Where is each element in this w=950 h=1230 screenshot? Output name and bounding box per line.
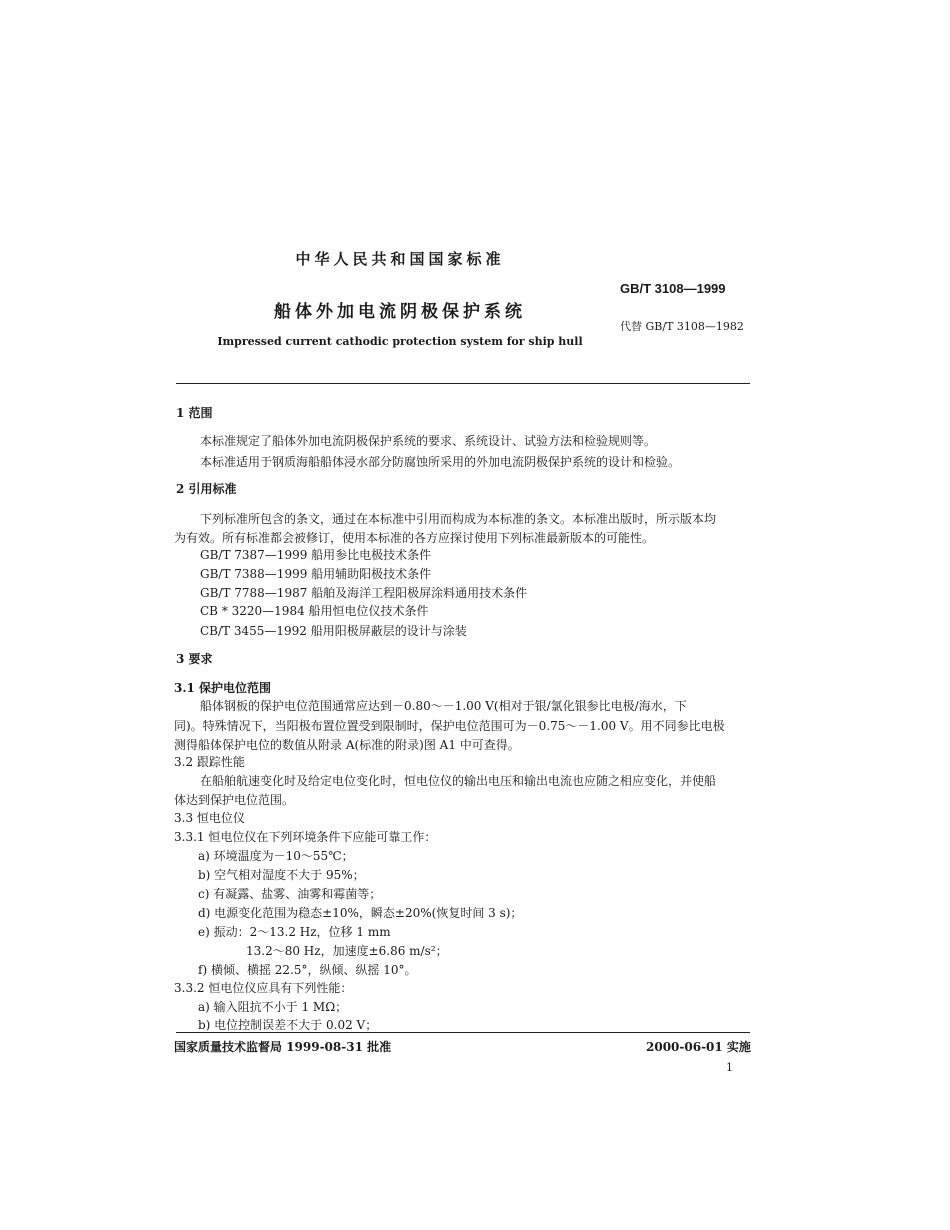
section-3-1-heading: 3.1 保护电位范围 [174,681,272,695]
list-item: d) 电源变化范围为稳态±10%，瞬态±20%(恢复时间 3 s)； [198,906,523,920]
reference-item: CB/T 3455—1992 船用阳极屏蔽层的设计与涂装 [200,624,467,638]
section-3-1-text-line-2: 同)。特殊情况下，当阳极布置位置受到限制时，保护电位范围可为－0.75～－1.00 V。用不同参比电极 [174,719,725,733]
section-3-2-text-line-2: 体达到保护电位范围。 [174,793,295,807]
list-item: 13.2～80 Hz，加速度±6.86 m/s²； [246,944,448,958]
list-item: e) 振动：2～13.2 Hz，位移 1 mm [198,925,391,939]
section-2-paragraph-line-2: 为有效。所有标准都会被修订，使用本标准的各方应探讨使用下列标准最新版本的可能性。 [174,531,655,545]
section-3-3-2-heading: 3.3.2 恒电位仪应具有下列性能： [174,981,353,995]
header-divider [176,383,750,384]
list-item: a) 输入阻抗不小于 1 MΩ； [198,1000,348,1014]
section-3-1-text-line-3: 测得船体保护电位的数值从附录 A(标准的附录)图 A1 中可查得。 [174,738,520,752]
section-3-heading: 3 要求 [176,652,213,666]
section-3-3-1-heading: 3.3.1 恒电位仪在下列环境条件下应能可靠工作： [174,830,437,844]
reference-item: CB * 3220—1984 船用恒电位仪技术条件 [200,604,429,618]
list-item: b) 空气相对湿度不大于 95%； [198,868,365,882]
national-standard-heading: 中华人民共和国国家标准 [295,250,505,268]
section-2-heading: 2 引用标准 [176,482,237,496]
section-3-1-text-line-1: 船体钢板的保护电位范围通常应达到－0.80～－1.00 V(相对于银/氯化银参比电极/海水，下 [200,699,687,713]
section-3-3-heading: 3.3 恒电位仪 [174,811,245,825]
replaces-note: 代替 GB/T 3108—1982 [620,320,744,333]
issued-date: 国家质量技术监督局 1999-08-31 批准 [174,1040,392,1054]
standard-number: GB/T 3108—1999 [620,281,726,296]
section-1-paragraph-1: 本标准规定了船体外加电流阴极保护系统的要求、系统设计、试验方法和检验规则等。 [200,434,657,448]
document-title: 船体外加电流阴极保护系统 [274,302,526,322]
reference-item: GB/T 7788—1987 船舶及海洋工程阳极屏涂料通用技术条件 [200,586,528,600]
footer-divider [176,1032,750,1033]
list-item: a) 环境温度为－10～55℃； [198,849,354,863]
list-item: b) 电位控制误差不大于 0.02 V； [198,1018,378,1032]
section-3-2-heading: 3.2 跟踪性能 [174,755,245,769]
effective-date: 2000-06-01 实施 [646,1040,751,1054]
section-1-heading: 1 范围 [176,406,213,420]
reference-item: GB/T 7388—1999 船用辅助阳极技术条件 [200,567,432,581]
list-item: f) 横倾、横摇 22.5°，纵倾、纵摇 10°。 [198,963,417,977]
reference-item: GB/T 7387—1999 船用参比电极技术条件 [200,548,432,562]
list-item: c) 有凝露、盐雾、油雾和霉菌等； [198,887,382,901]
page-number: 1 [726,1061,733,1074]
english-title: Impressed current cathodic protection system for ship hull [217,335,583,348]
section-2-paragraph-line-1: 下列标准所包含的条文，通过在本标准中引用而构成为本标准的条文。本标准出版时，所示版本均 [200,512,717,526]
section-1-paragraph-2: 本标准适用于钢质海船船体浸水部分防腐蚀所采用的外加电流阴极保护系统的设计和检验。 [200,455,681,469]
section-3-2-text-line-1: 在船舶航速变化时及给定电位变化时，恒电位仪的输出电压和输出电流也应随之相应变化，并使船 [200,774,717,788]
